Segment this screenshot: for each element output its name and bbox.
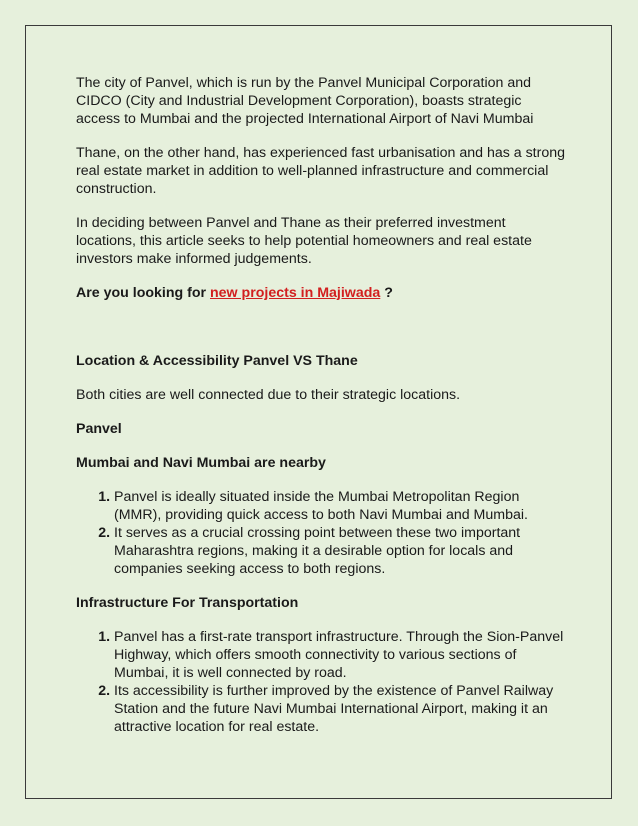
nearby-list — [76, 488, 566, 578]
section-heading: Location & Accessibility Panvel VS Thane — [76, 353, 358, 369]
spacer — [76, 318, 566, 352]
nearby-heading: Mumbai and Navi Mumbai are nearby — [76, 455, 326, 471]
intro-paragraph-thane: Thane, on the other hand, has experienced fast urbanisation and has a strong real estate market in addition to well-planned infrastructure and commercial construction. — [76, 145, 566, 197]
subheading-panvel: Panvel — [76, 421, 122, 437]
cta-suffix: ? — [380, 285, 393, 301]
document-body — [76, 74, 566, 752]
transport-list — [76, 628, 566, 736]
section-intro: Both cities are well connected due to their strategic locations. — [76, 387, 461, 403]
transport-heading: Infrastructure For Transportation — [76, 595, 299, 611]
cta-prefix: Are you looking for — [76, 285, 210, 301]
list-item: 2. Its accessibility is further improved by the existence of Panvel Railway Station and the future Navi Mumbai International Airport, making it an attractive location for real estate. — [114, 682, 566, 736]
list-item: 1. Panvel has a first-rate transport infrastructure. Through the Sion-Panvel Highway, which offers smooth connectivity to various sections of Mumbai, it is well connected by road. — [114, 628, 566, 682]
list-item: 1. Panvel is ideally situated inside the Mumbai Metropolitan Region (MMR), providing quick access to both Navi Mumbai and Mumbai. — [114, 488, 566, 524]
list-item: 2. It serves as a crucial crossing point between these two important Maharashtra regions, making it a desirable option for locals and companies seeking access to both regions. — [114, 524, 566, 578]
intro-paragraph-panvel: The city of Panvel, which is run by the Panvel Municipal Corporation and CIDCO (City and Industrial Development Corporation), boasts strategic access to Mumbai and the projected International Airport of Navi Mumbai — [76, 75, 534, 127]
intro-paragraph-purpose: In deciding between Panvel and Thane as their preferred investment locations, this article seeks to help potential homeowners and real estate investors make informed judgements. — [76, 215, 532, 267]
new-projects-link[interactable]: new projects in Majiwada — [210, 285, 381, 301]
cta-line — [76, 284, 566, 302]
